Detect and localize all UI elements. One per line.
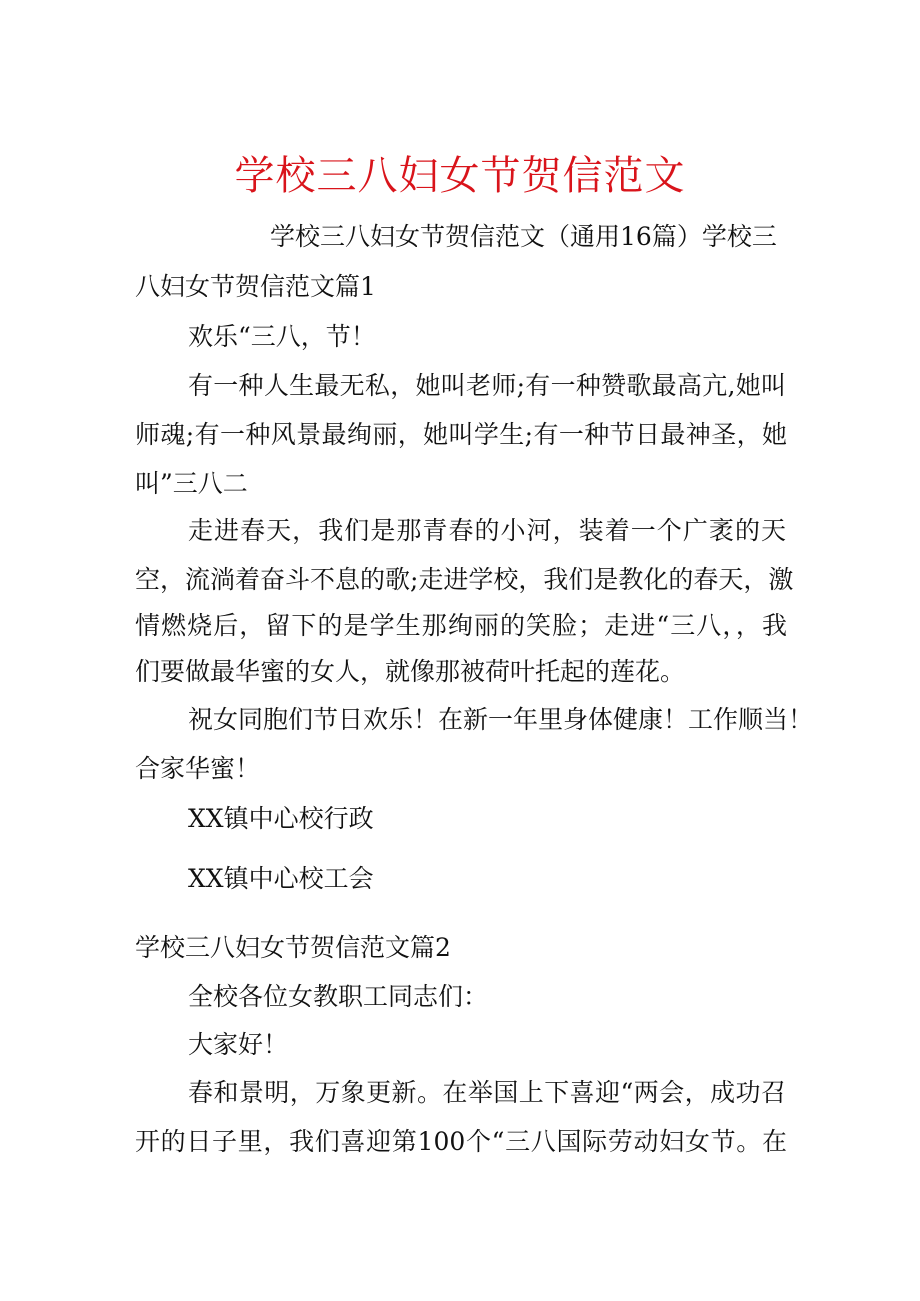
text-line-p4-1: 春和景明，万象更新。在举国上下喜迎“两会，成功召 [188,1078,786,1107]
text-line-p3-1: 祝女同胞们节日欢乐！在新一年里身体健康！工作顺当！ [188,705,814,734]
section-heading-2: 学校三八妇女节贺信范文篇2 [135,933,451,962]
signature-union: XX镇中心校工会 [188,864,374,893]
text-line-greeting: 欢乐“三八，节！ [188,322,376,351]
text-line-p1-1: 有一种人生最无私，她叫老师;有一种赞歌最高亢,她叫 [188,371,786,400]
text-line-p4-2: 开的日子里，我们喜迎第100个“三八国际劳动妇女节。在 [135,1127,787,1156]
text-line-p2-1: 走进春天，我们是那青春的小河，装着一个广袤的天 [188,516,786,545]
text-line-intro-2: 八妇女节贺信范文篇1 [135,272,376,301]
text-line-p1-3: 叫”三八二 [135,469,248,498]
text-line-p2-2: 空，流淌着奋斗不息的歌;走进学校，我们是教化的春天，激 [135,565,794,594]
document-title: 学校三八妇女节贺信范文 [234,153,686,199]
text-line-p2-4: 们要做最华蜜的女人，就像那被荷叶托起的莲花。 [135,657,686,686]
signature-admin: XX镇中心校行政 [188,804,374,833]
text-line-p1-2: 师魂;有一种风景最绚丽，她叫学生;有一种节日最神圣，她 [135,420,787,449]
text-line-p3-2: 合家华蜜！ [135,754,261,783]
text-line-hello: 大家好！ [188,1030,289,1059]
text-line-p2-3: 情燃烧后，留下的是学生那绚丽的笑脸；走进“三八，，我 [135,611,787,640]
text-line-address: 全校各位女教职工同志们： [188,982,489,1011]
text-line-intro-1: 学校三八妇女节贺信范文（通用16篇）学校三 [270,222,777,251]
